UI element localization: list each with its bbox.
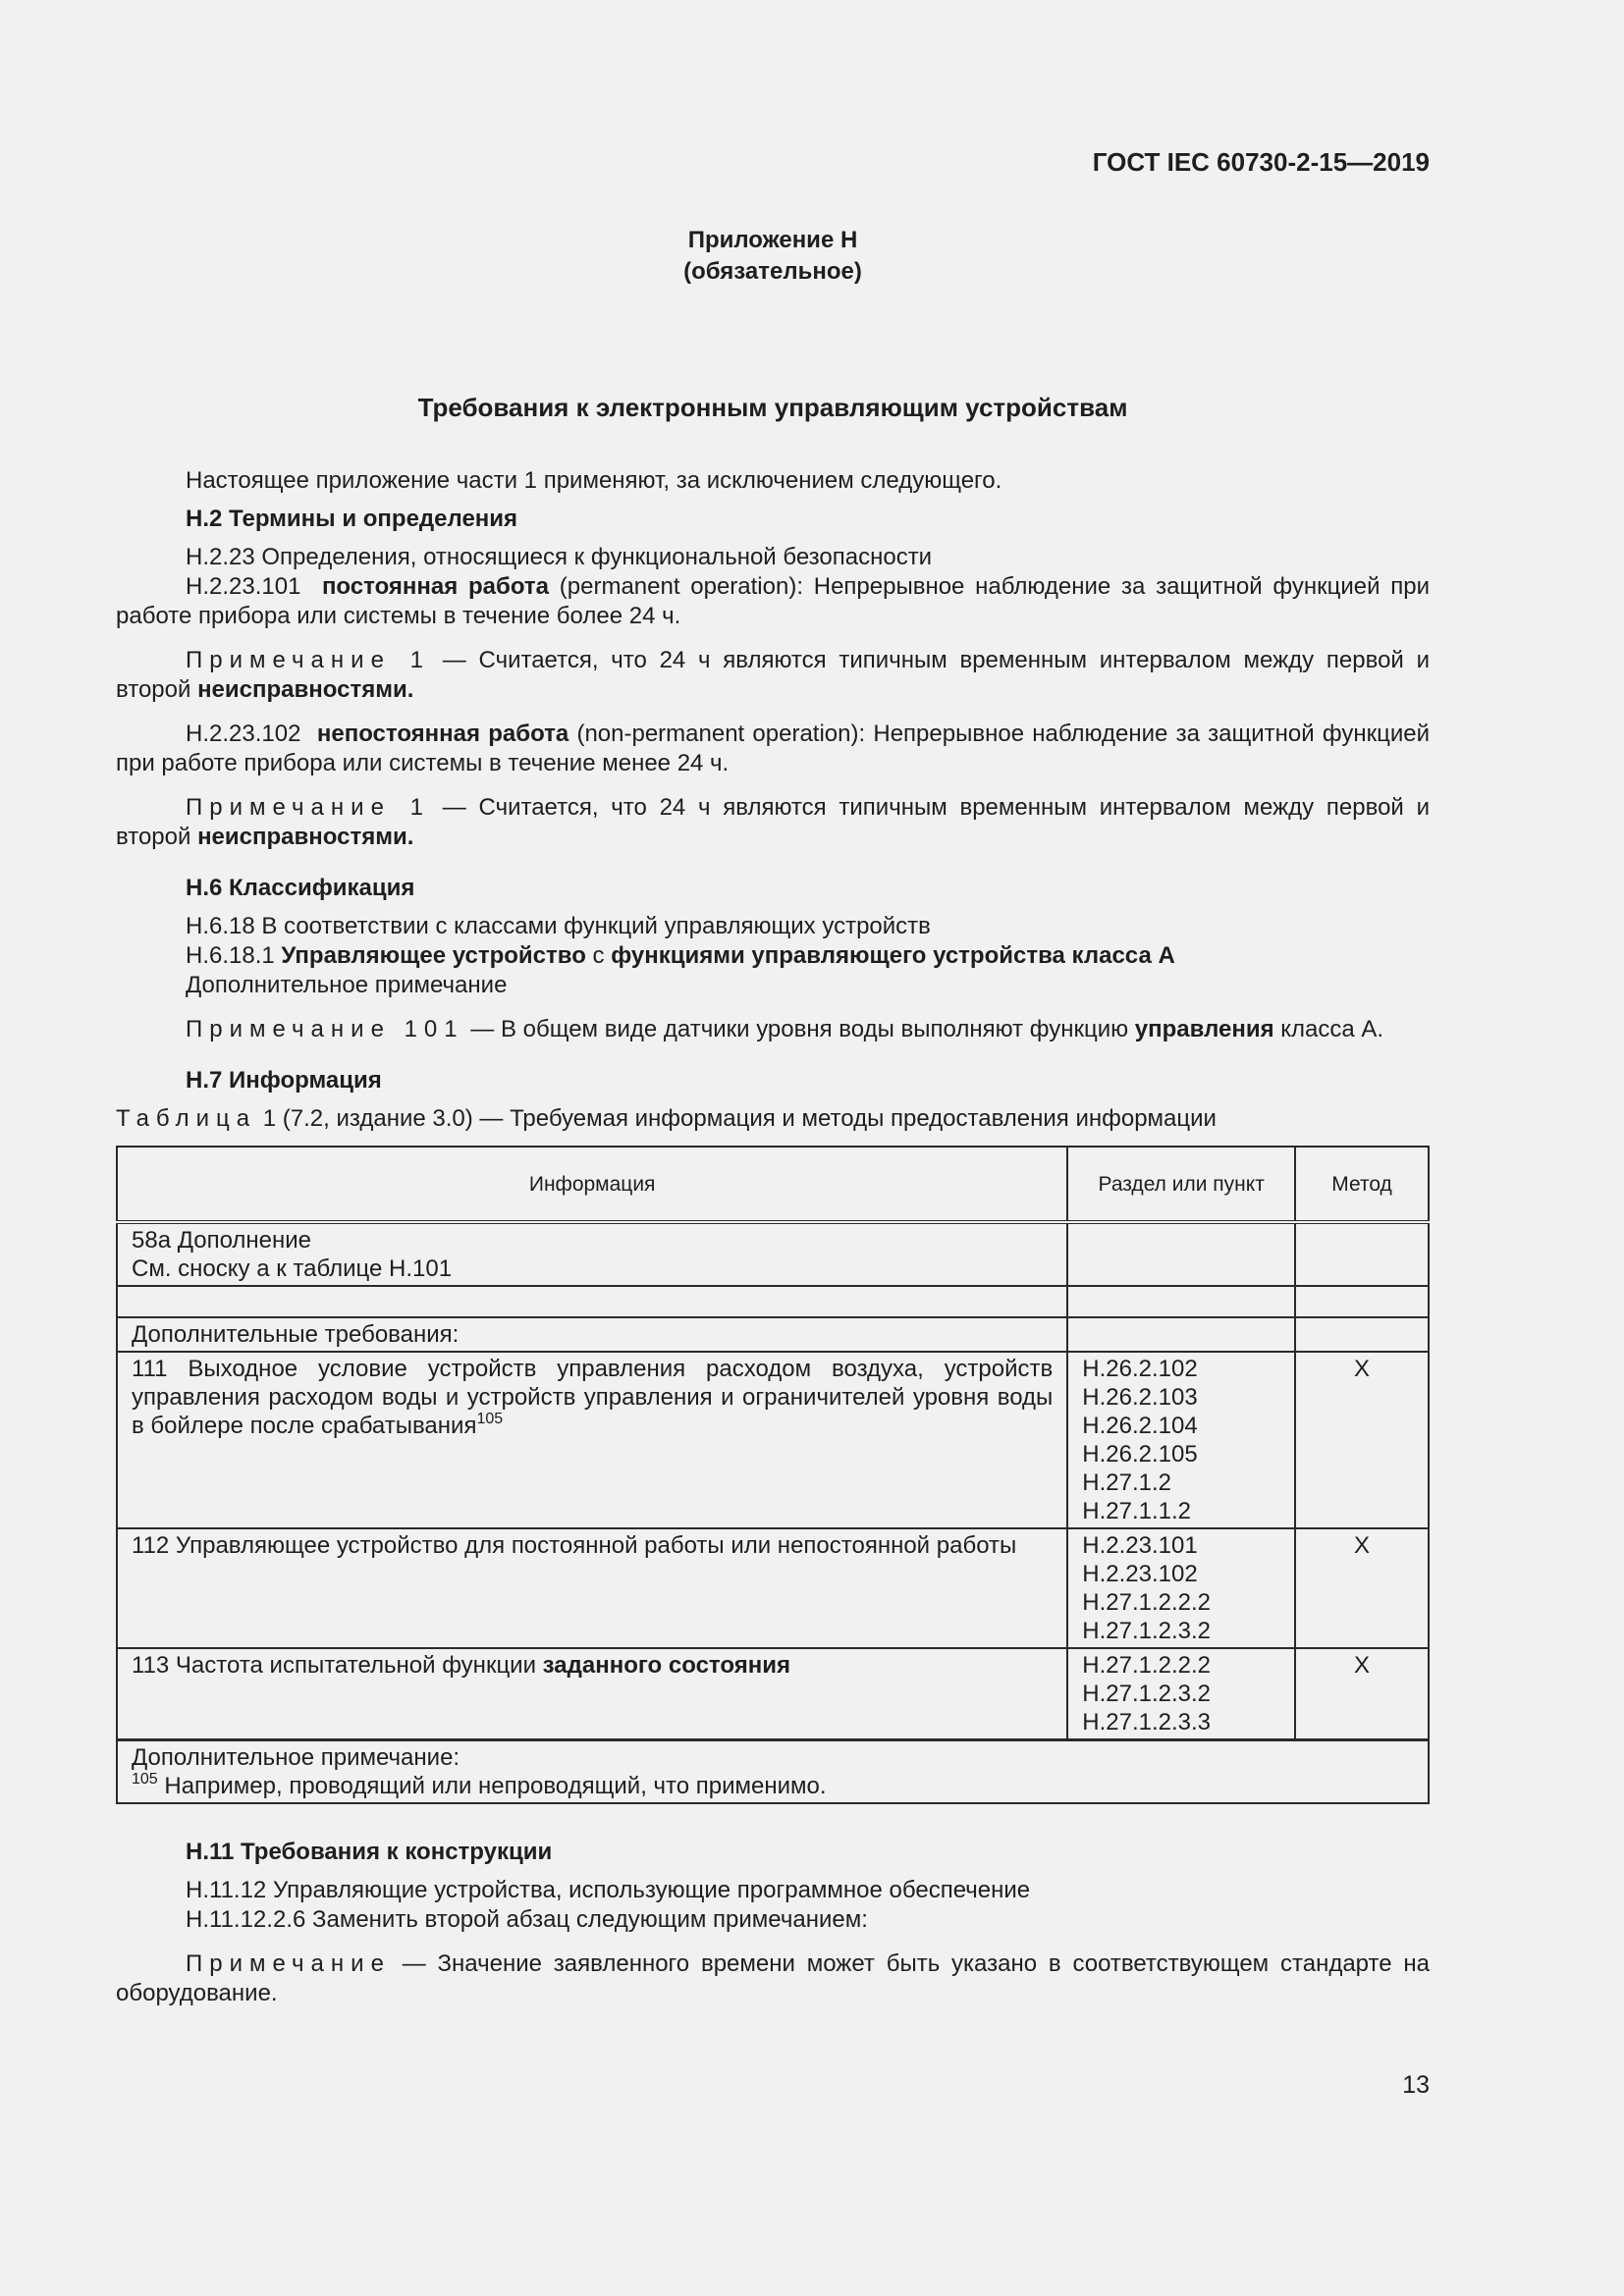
table-footnote: Дополнительное примечание: $^{105}$ Например, проводящий или непроводящий, что применимо. xyxy=(117,1740,1429,1804)
section-h6-heading: Н.6 Классификация xyxy=(186,875,415,901)
body-text xyxy=(116,466,1430,2008)
cell-additional-requirements: Дополнительные требования: xyxy=(117,1317,1067,1352)
cell-refs-112: Н.2.23.101 Н.2.23.102 Н.27.1.2.2.2 Н.27.1.2.3.2 xyxy=(1067,1528,1295,1648)
cell-refs-111: Н.26.2.102 Н.26.2.103 Н.26.2.104 Н.26.2.105 Н.27.1.2 Н.27.1.1.2 xyxy=(1067,1352,1295,1528)
footnote-ref-105: 105 xyxy=(476,1411,504,1427)
clause-h2-23: Н.2.23 Определения, относящиеся к функциональной безопасности xyxy=(186,544,933,570)
note-1-non-permanent: Примечание 1 — Считается, что 24 ч являются типичным временным интервалом между первой и второй неисправностями. xyxy=(116,794,1430,850)
information-table xyxy=(116,1146,1430,1804)
note-software: Примечание — Значение заявленного времени может быть указано в соответствующем стандарте на оборудование. xyxy=(116,1950,1430,2006)
term-non-permanent: непостоянная работа xyxy=(316,721,569,747)
table-row xyxy=(117,1286,1429,1317)
page-number: 13 xyxy=(1402,2071,1430,2099)
clause-h11-12-2-6: Н.11.12.2.6 Заменить второй абзац следующим примечанием: xyxy=(186,1906,868,1933)
cell-refs-113: Н.27.1.2.2.2 Н.27.1.2.3.2 Н.27.1.2.3.3 xyxy=(1067,1648,1295,1740)
col-header-method: Метод xyxy=(1295,1147,1429,1222)
cell-info-58a: 58а Дополнение См. сноску а к таблице Н.101 xyxy=(117,1222,1067,1286)
annex-name: Приложение Н xyxy=(687,227,858,253)
clause-h2-23-102: Н.2.23.102 непостоянная работа (non-permanent operation): Непрерывное наблюдение за защитной функцией при работе прибора или системы в течение менее 24 ч. xyxy=(116,721,1430,776)
note-101: Примечание 101 — В общем виде датчики уровня воды выполняют функцию управления класса А. xyxy=(186,1016,1384,1042)
clause-h6-18: Н.6.18 В соответствии с классами функций управляющих устройств xyxy=(186,913,931,939)
annex-status: (обязательное) xyxy=(683,258,862,285)
cell-info-112: 112 Управляющее устройство для постоянной работы или непостоянной работы xyxy=(117,1528,1067,1648)
table-row xyxy=(117,1648,1429,1740)
section-h7-heading: Н.7 Информация xyxy=(186,1067,382,1094)
table-row xyxy=(117,1222,1429,1286)
section-h2-heading: Н.2 Термины и определения xyxy=(186,506,518,532)
table-caption: Таблица 1 (7.2, издание 3.0) — Требуемая информация и методы предоставления информации xyxy=(116,1105,1217,1132)
table-header-row xyxy=(117,1147,1429,1222)
col-header-information: Информация xyxy=(117,1147,1067,1222)
intro-paragraph: Настоящее приложение части 1 применяют, за исключением следующего. xyxy=(186,467,1002,494)
annex-title: Требования к электронным управляющим устройствам xyxy=(417,393,1128,422)
table-row xyxy=(117,1317,1429,1352)
cell-method-111: X xyxy=(1295,1352,1429,1528)
section-h11-heading: Н.11 Требования к конструкции xyxy=(186,1839,553,1865)
cell-info-113: 113 Частота испытательной функции заданного состояния xyxy=(117,1648,1067,1740)
document-code: ГОСТ IEC 60730-2-15—2019 xyxy=(1092,147,1430,177)
clause-h2-23-101: Н.2.23.101 постоянная работа (permanent operation): Непрерывное наблюдение за защитной функцией при работе прибора или системы в течение более 24 ч. xyxy=(116,573,1431,629)
annex-heading xyxy=(116,225,1430,288)
col-header-clause: Раздел или пункт xyxy=(1067,1147,1295,1222)
cell-method-112: X xyxy=(1295,1528,1429,1648)
term-permanent: постоянная работа xyxy=(321,573,550,600)
note-1-permanent: Примечание 1 — Считается, что 24 ч являются типичным временным интервалом между первой и второй неисправностями. xyxy=(116,647,1430,703)
cell-method-113: X xyxy=(1295,1648,1429,1740)
cell-info-111: 111 Выходное условие устройств управления расходом воздуха, устройств управления расходом воды и устройств управления и ограничителей уровня воды в бойлере после срабатывания$^{105}$ xyxy=(117,1352,1067,1528)
clause-h11-12: Н.11.12 Управляющие устройства, использующие программное обеспечение xyxy=(186,1877,1031,1903)
clause-h6-18-1: Н.6.18.1 Управляющее устройство с функциями управляющего устройства класса А xyxy=(186,942,1175,969)
table-row xyxy=(117,1352,1429,1528)
table-row xyxy=(117,1528,1429,1648)
additional-note-label: Дополнительное примечание xyxy=(186,972,508,998)
table-footnote-row xyxy=(117,1740,1429,1804)
